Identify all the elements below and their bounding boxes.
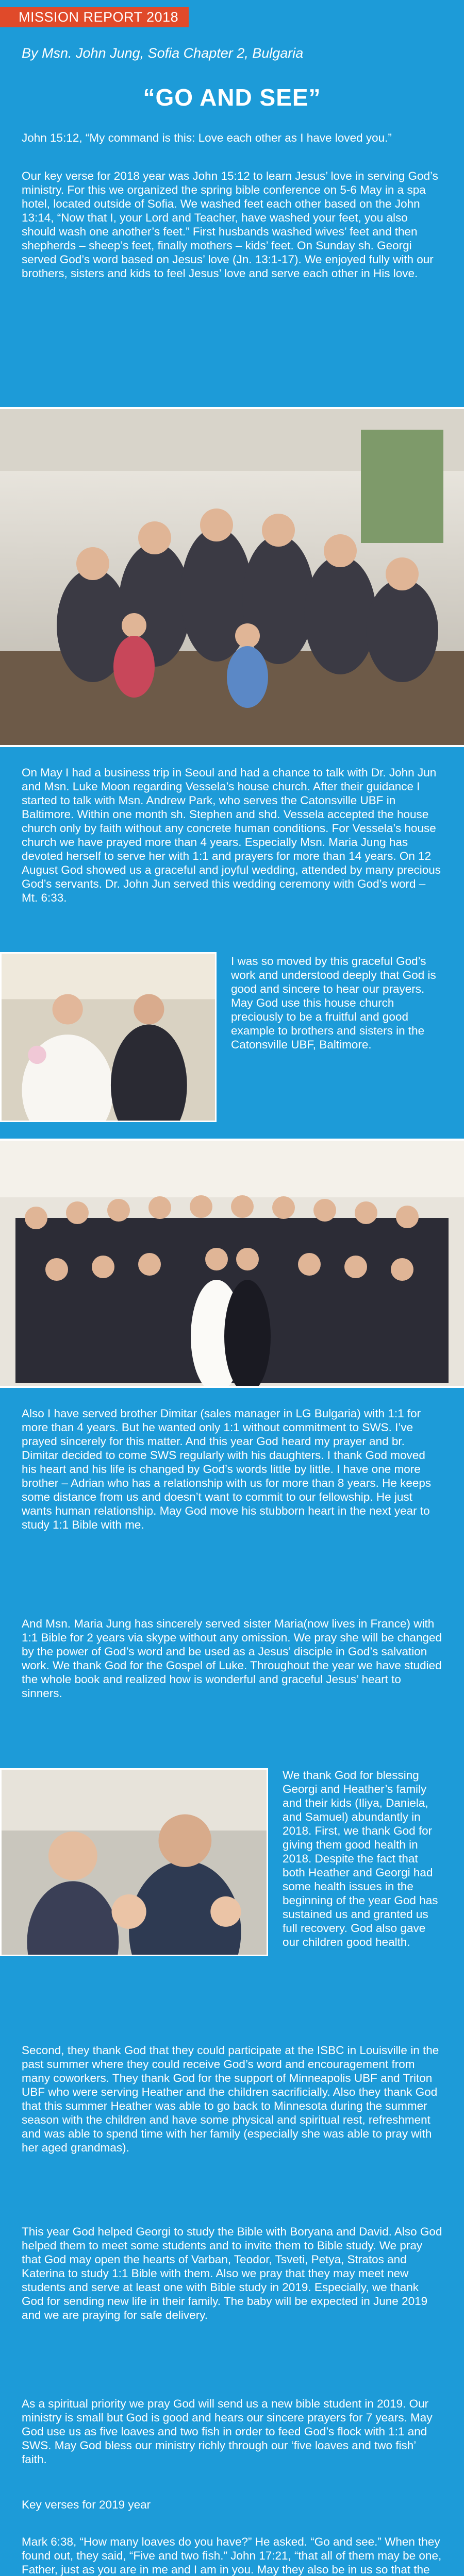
paragraph-priority: As a spiritual priority we pray God will send us a new bible student in 2019. Our ministry is small but God is good and hears our sincere prayers for 7 years. May God use us as five loaves and two fish in order to feed God’s flock with 1:1 and SWS. May God bless our ministry richly through our ‘five loaves and two fish’ faith. bbox=[22, 2397, 433, 2466]
wedding-group-photo bbox=[0, 1139, 464, 1388]
paragraph-conference: Our key verse for 2018 year was John 15:12 to learn Jesus’ love in serving God’s ministry. For this we organized the spring bible conference on 5-6 May in a spa hotel, located outside of Sofia. We washed feet each other based on the John 13:14, “Now that I, your Lord and Teacher, have washed your feet, you also should wash one another’s feet.” First husbands washed wives’ feet and then shepherds – sheep’s feet, finally mothers – kids’ feet. On Sunday sh. Georgi served God’s word based on Jesus’ love (Jn. 13:1-17). We enjoyed fully with our brothers, sisters and kids to feel Jesus’ love and serve each other in His love. bbox=[22, 170, 438, 280]
paragraph-georgi-family: We thank God for blessing Georgi and Heather’s family and their kids (Iliya, Daniela, and Samuel) abundantly in 2018. First, we thank God for giving them good health in 2018. Despite the fact that both Heather and Georgi had some health issues in the beginning of the year God has sustained us and granted us full recovery. God also gave our children good health. bbox=[283, 1769, 438, 1948]
section-tag: MISSION REPORT 2018 bbox=[0, 7, 189, 27]
family-photo bbox=[0, 1768, 268, 1956]
paragraph-bible-study: This year God helped Georgi to study the Bible with Boryana and David. Also God helped them to meet some students and to invite them to Bible study. We pray that God may open the hearts of Varban, Teodor, Tsveti, Petya, Stratos and Katerina to study 1:1 Bible with them. Also we pray that they may meet new students and serve at least one with Bible study in 2019. Especially, we thank God for sending new life in their family. The baby will be expected in June 2019 and we are praying for safe delivery. bbox=[22, 2225, 442, 2321]
page-title: “GO AND SEE” bbox=[143, 84, 321, 111]
paragraph-key-verses: Mark 6:38, “How many loaves do you have?” He asked. “Go and see.” When they found out, they said, “Five and two fish.” John 17:21, “that all of them may be one, Father, just as you are in me and I am in you. May they also be in us so that the bbox=[22, 2535, 442, 2576]
paragraph-wedding-moved: I was so moved by this graceful God’s work and understood deeply that God is good and sincere to hear our prayers. May God use this house church preciously to be a fruitful and good example to brothers and sisters in the Catonsville UBF, Baltimore. bbox=[231, 955, 436, 1051]
wedding-photo bbox=[0, 952, 217, 1122]
byline: By Msn. John Jung, Sofia Chapter 2, Bulgaria bbox=[22, 45, 304, 61]
paragraph-house-church: On May I had a business trip in Seoul and had a chance to talk with Dr. John Jun and Msn. Luke Moon regarding Vessela’s house church. After their guidance I started to talk with Msn. Andrew Park, who serves the Catonsville UBF in Baltimore. Within one month sh. Stephen and shd. Vessela accepted the house church only by faith without any concrete human conditions. For Vessela’s house church we have prayed more than 4 years. Especially Msn. Maria Jung has devoted herself to serve her with 1:1 and prayers for more than 14 years. On 12 August God showed us a graceful and joyful wedding, attended by many precious God’s servants. Dr. John Jun served this wedding ceremony with God’s word – Mt. 6:33. bbox=[22, 766, 441, 904]
key-verses-heading: Key verses for 2019 year bbox=[22, 2498, 151, 2511]
paragraph-dimitar: Also I have served brother Dimitar (sales manager in LG Bulgaria) with 1:1 for more than 4 years. But he wanted only 1:1 without commitment to SWS. I’ve prayed sincerely for this matter. And this year God heard my prayer and br. Dimitar decided to come SWS regularly with his daughters. I thank God moved his heart and his life is changed by God’s words little by little. I have one more brother – Adrian who has a relationship with us for more than 8 years. He keeps some distance from us and doesn’t want to commit to our fellowship. He just wants human relationship. May God move his stubborn heart in the next year to study 1:1 Bible with me. bbox=[22, 1407, 432, 1531]
opening-verse: John 15:12, “My command is this: Love each other as I have loved you.” bbox=[22, 131, 392, 144]
group-photo-conference bbox=[0, 407, 464, 747]
paragraph-maria: And Msn. Maria Jung has sincerely served sister Maria(now lives in France) with 1:1 Bible for 2 years via skype without any omission. We pray she will be changed by the power of God’s word and be used as a Jesus’ disciple in God’s salvation work. We thank God for the Gospel of Luke. Throughout the year we have studied the whole book and realized how is wonderful and graceful Jesus’ heart to sinners. bbox=[22, 1617, 442, 1700]
paragraph-isbc: Second, they thank God that they could participate at the ISBC in Louisville in the past summer where they could receive God’s word and encouragement from many coworkers. They thank God for the support of Minneapolis UBF and Triton UBF who were serving Heather and the children sacrificially. Also they thank God that this summer Heather was able to go back to Minnesota during the summer season with the children and have some physical and spiritual rest, refreshment and was able to spend time with her family (especially she was able to pray with her aged grandmas). bbox=[22, 2044, 439, 2154]
